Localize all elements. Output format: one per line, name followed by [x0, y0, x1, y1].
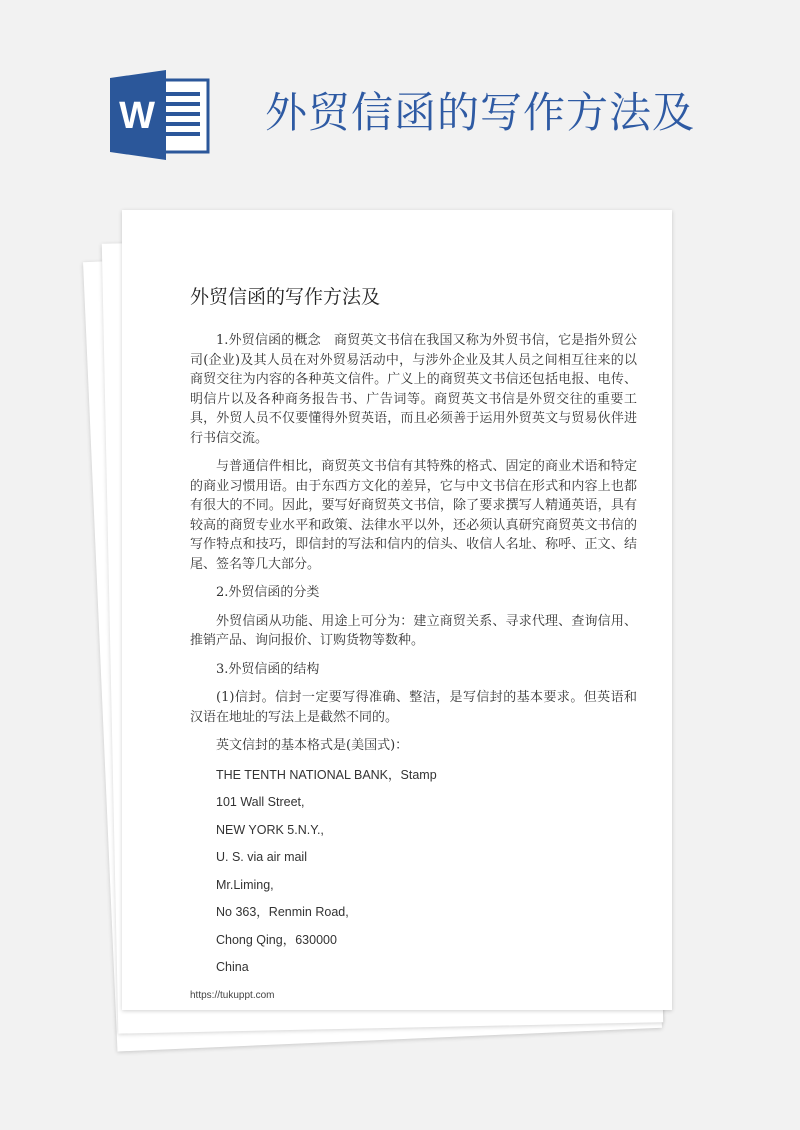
paragraph-comparison: 与普通信件相比，商贸英文书信有其特殊的格式、固定的商业术语和特定的商业习惯用语。由于东西方文化的差异，它与中文书信在形式和内容上也都有很大的不同。因此，要写好商贸英文书信，除了要求撰写人精通英语，具有较高的商贸专业水平和政策、法律水平以外，还必须认真研究商贸英文书信的写作特点和技巧，即信封的写法和信内的信头、收信人名址、称呼、正文、结尾、签名等几大部分。: [190, 459, 637, 572]
word-logo-icon: [110, 70, 210, 160]
address-line: Chong Qing，630000: [216, 932, 337, 947]
header-title: 外贸信函的写作方法及: [265, 88, 696, 137]
section-heading-structure: 3.外贸信函的结构: [216, 661, 320, 677]
footer-url: https://tukuppt.com: [190, 990, 275, 1001]
paragraph-envelope: (1)信封。信封一定要写得准确、整洁，是写信封的基本要求。但英语和汉语在地址的写法上是截然不同的。: [190, 690, 637, 725]
address-line: U. S. via air mail: [216, 850, 307, 864]
paragraph-classification: 外贸信函从功能、用途上可分为：建立商贸关系、寻求代理、查询信用、推销产品、询问报价、订购货物等数种。: [190, 613, 637, 648]
address-line: NEW YORK 5.N.Y.,: [216, 822, 324, 837]
address-line: China: [216, 960, 249, 974]
paragraph-envelope-format: 英文信封的基本格式是(美国式)：: [216, 738, 409, 753]
document-title: 外贸信函的写作方法及: [190, 286, 381, 308]
address-line: 101 Wall Street,: [216, 795, 305, 809]
address-line: Mr.Liming,: [216, 877, 274, 892]
paragraph-concept: 1.外贸信函的概念 商贸英文书信在我国又称为外贸书信，它是指外贸公司(企业)及其人员在对外贸易活动中，与涉外企业及其人员之间相互往来的以商贸交往为内容的各种英文信件。广义上的商贸英文书信还包括电报、电传、明信片以及各种商务报告书、广告词等。商贸英文书信是外贸交往的重要工具，外贸人员不仅要懂得外贸英语，而且必须善于运用外贸英文与贸易伙伴进行书信交流。: [190, 333, 637, 446]
address-line: THE TENTH NATIONAL BANK，Stamp: [216, 767, 437, 782]
envelope-address-block: [190, 765, 637, 985]
document-body: [190, 331, 637, 985]
logo-letter: W: [119, 95, 155, 137]
section-heading-classification: 2.外贸信函的分类: [216, 585, 320, 600]
address-line: No 363，Renmin Road,: [216, 905, 349, 919]
